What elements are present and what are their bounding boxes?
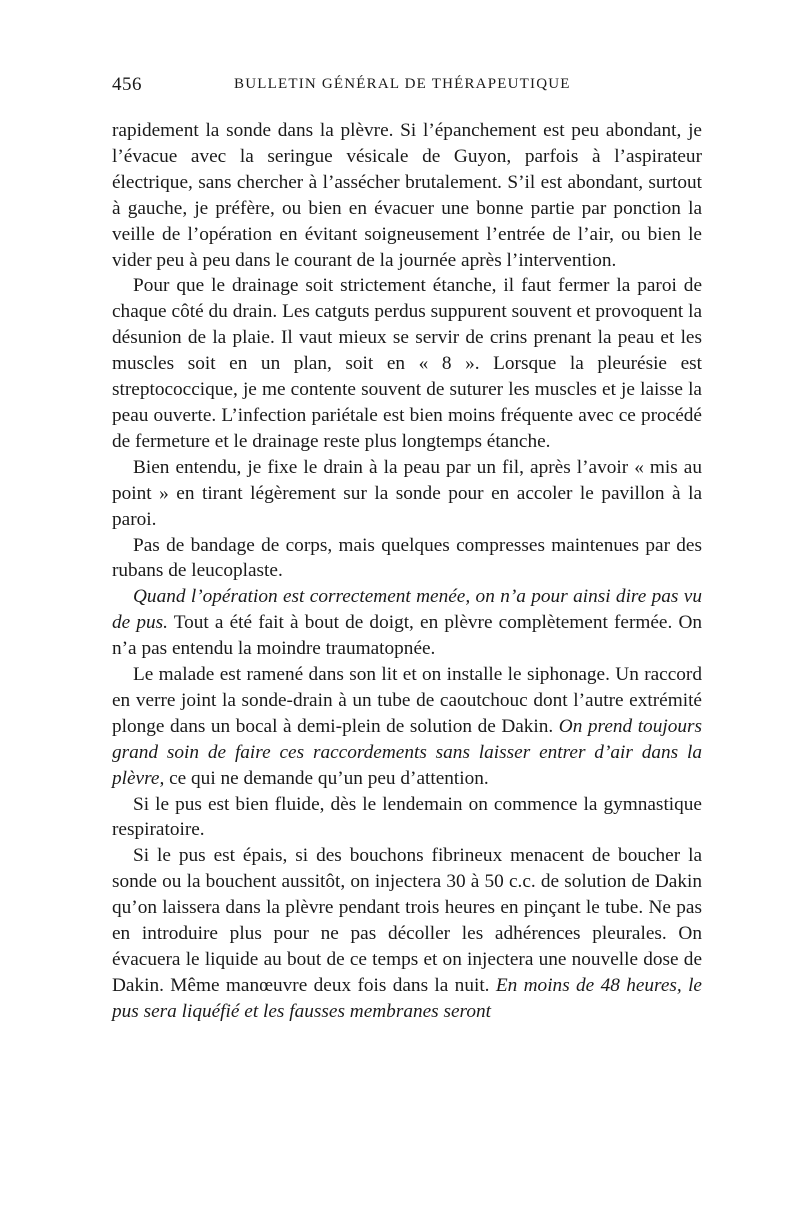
- paragraph-2: [112, 273, 702, 454]
- paragraph-text: Si le pus est bien fluide, dès le lendemain on commence la gymnastique respiratoire.: [112, 793, 702, 841]
- paragraph-text: Tout a été fait à bout de doigt, en plèvre complètement fermée. On n’a pas entendu la moindre traumatopnée.: [112, 612, 703, 660]
- paragraph-7: [112, 792, 702, 844]
- page-number: 456: [112, 74, 142, 95]
- paragraph-text-after: ce qui ne demande qu’un peu d’attention.: [164, 767, 489, 789]
- paragraph-8: [112, 843, 702, 1024]
- paragraph-text: Bien entendu, je fixe le drain à la peau par un fil, après l’avoir « mis au point » en tirant légèrement sur la sonde pour en accoler le pavillon à la paroi.: [112, 456, 702, 530]
- paragraph-text: rapidement la sonde dans la plèvre. Si l’épanchement est peu abondant, je l’évacue avec la seringue vésicale de Guyon, parfois à l’aspirateur électrique, sans chercher à l’assécher brutalement. S’il est abondant, surtout à gauche, je préfère, ou bien en évacuer une bonne partie par ponction la veille de l’opération en évitant soigneusement l’entrée de l’air, ou bien le vider peu à peu dans le courant de la journée après l’intervention.: [112, 120, 702, 271]
- paragraph-italic: Quand l’opération est correctement menée, on n’a pour ainsi dire pas vu de pus.: [112, 586, 702, 634]
- paragraph-text: Pas de bandage de corps, mais quelques compresses maintenues par des rubans de leucoplaste.: [112, 534, 702, 582]
- paragraph-italic: En moins de 48 heures, le pus sera liquéfié et les fausses membranes seront: [112, 974, 702, 1022]
- paragraph-1: [112, 118, 702, 273]
- paragraph-6: [112, 662, 702, 792]
- paragraph-text: Pour que le drainage soit strictement étanche, il faut fermer la paroi de chaque côté du drain. Les catguts perdus suppurent souvent et provoquent la désunion de la plaie. Il vaut mieux se servir de crins prenant la peau et les muscles soit en un plan, soit en « 8 ». Lorsque la pleurésie est streptococcique, je me contente souvent de suturer les muscles et je laisse la peau ouverte. L’infection pariétale est bien moins fréquente avec ce procédé de fermeture et le drainage reste plus longtemps étanche.: [112, 275, 702, 452]
- paragraph-3: [112, 455, 702, 533]
- paragraph-text: Le malade est ramené dans son lit et on installe le siphonage. Un raccord en verre joint la sonde-drain à un tube de caoutchouc dont l’autre extrémité plonge dans un bocal à demi-plein de solution de Dakin.: [112, 664, 702, 737]
- paragraph-5: [112, 584, 702, 662]
- body-text: [112, 118, 702, 1025]
- running-title: BULLETIN GÉNÉRAL DE THÉRAPEUTIQUE: [234, 76, 571, 92]
- page-header: [112, 74, 702, 98]
- paragraph-text: Si le pus est épais, si des bouchons fibrineux menacent de boucher la sonde ou la bouchent aussitôt, on injectera 30 à 50 c.c. de solution de Dakin qu’on laissera dans la plèvre pendant trois heures en pinçant le tube. Ne pas en introduire plus pour ne pas décoller les adhérences pleurales. On évacuera le liquide au bout de ce temps et on injectera une nouvelle dose de Dakin. Même manœuvre deux fois dans la nuit.: [112, 845, 702, 996]
- paragraph-italic: On prend toujours grand soin de faire ces raccordements sans laisser entrer d’air dans la plèvre,: [112, 715, 702, 789]
- paragraph-4: [112, 533, 702, 585]
